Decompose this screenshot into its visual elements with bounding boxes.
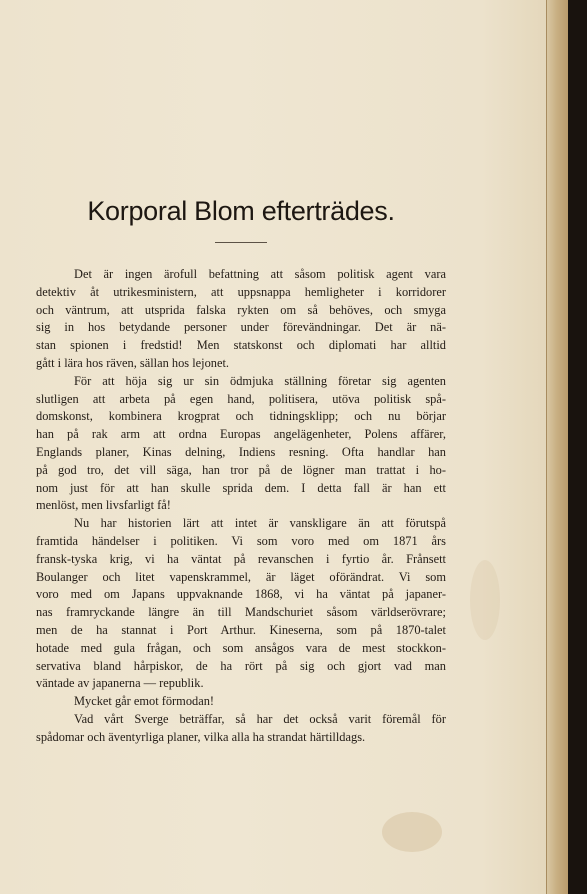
paragraph-line: framtida händelser i politiken. Vi som voro med om 1871 års — [36, 533, 446, 548]
paragraph-line: menlöst, men livsfarligt få! — [36, 498, 171, 513]
paragraph-line: Boulanger och litet vapenskrammel, är läget oförändrat. Vi som — [36, 569, 446, 584]
paragraph-line: Mycket går emot förmodan! — [74, 694, 215, 709]
page-edge — [546, 0, 569, 894]
paragraph-line: sig in hos betydande personer under förevändningar. Det är nä- — [36, 320, 446, 335]
paper-stain — [470, 560, 500, 640]
title-divider — [215, 242, 267, 243]
paragraph-line: gått i lära hos räven, sällan hos lejonet. — [36, 355, 230, 370]
article-body — [36, 266, 446, 747]
paragraph-line: fransk-tyska krig, vi ha väntat på revanschen i fyrtio år. Frånsett — [36, 551, 446, 566]
paragraph-line: För att höja sig ur sin ödmjuka ställning företar sig agenten — [74, 373, 446, 388]
paragraph-line: på god tro, det vill säga, han tror på de lögner man trattat i ho- — [36, 462, 446, 477]
paper-stain — [382, 812, 442, 852]
paragraph-line: Det är ingen ärofull befattning att såsom politisk agent vara — [74, 267, 446, 281]
paragraph-line: väntade av japanerna — republik. — [36, 676, 204, 691]
paragraph-line: domskonst, kombinera krogprat och tidningsklipp; och nu börjar — [36, 409, 446, 424]
paragraph-line: servativa bland hårpiskor, de ha rört på sig och gjort vad man — [36, 658, 446, 673]
paragraph-line: slutligen att arbeta på egen hand, politisera, utöva politisk spå- — [36, 391, 446, 406]
article-title: Korporal Blom efterträdes. — [87, 196, 395, 226]
paragraph-line: hotade med gula frågan, och som ansågos vara de mest stockkon- — [36, 640, 446, 655]
paragraph-line: Nu har historien lärt att intet är vanskligare än att förutspå — [74, 516, 446, 531]
paragraph-line: spådomar och äventyrliga planer, vilka alla ha strandat härtilldags. — [36, 729, 366, 744]
paragraph-line: voro med om Japans uppvaknande 1868, vi ha väntat på japaner- — [36, 587, 446, 602]
paragraph-line: Englands planer, Kinas delning, Indiens resning. Ofta handlar han — [36, 444, 446, 459]
paragraph-line: stan spionen i fredstid! Men statskonst och diplomati har alltid — [36, 338, 446, 353]
paragraph-line: nom just för att han skulle sprida dem. I detta fall är han ett — [36, 480, 446, 495]
binding-shadow — [568, 0, 587, 894]
paragraph-line: nas framryckande längre än till Mandschuriet såsom världserövrare; — [36, 605, 446, 620]
paragraph-line: detektiv åt utrikesministern, att uppsnappa hemligheter i korridorer — [36, 284, 446, 299]
paragraph-line: Vad vårt Sverge beträffar, så har det också varit föremål för — [74, 711, 446, 726]
paragraph-line: han på rak arm att ordna Europas angelägenheter, Polens affärer, — [36, 427, 446, 442]
paragraph-line: men de ha stannat i Port Arthur. Kineserna, som på 1870-talet — [36, 622, 446, 637]
paragraph-line: och väntrum, att utsprida falska rykten om så behöves, och smyga — [36, 302, 446, 317]
